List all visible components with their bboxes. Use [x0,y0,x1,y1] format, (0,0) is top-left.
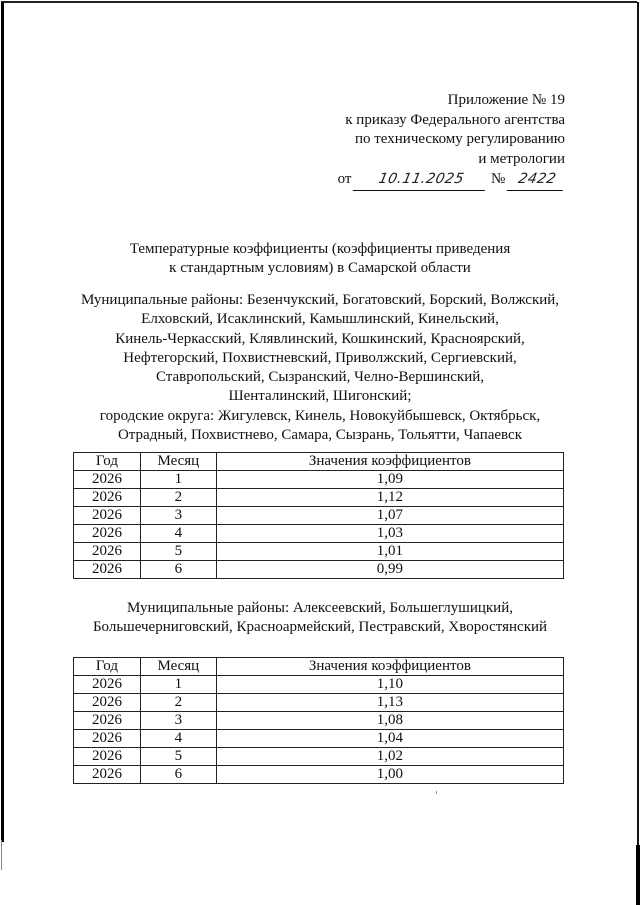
appendix-line: к приказу Федерального агентства [345,111,565,128]
appendix-header [338,91,565,191]
cell-year: 2026 [74,471,141,489]
scan-edge-left-thin [1,840,2,870]
header-year: Год [74,658,141,676]
cell-year: 2026 [74,748,141,766]
cell-value: 1,01 [216,543,563,561]
header-value: Значения коэффициентов [216,453,563,471]
cell-month: 4 [140,730,216,748]
title-line: Температурные коэффициенты (коэффициенты приведения [129,241,511,257]
scan-edge-right-thick [636,845,640,905]
cell-value: 0,99 [216,561,563,579]
cell-year: 2026 [74,561,141,579]
table-row [74,471,564,489]
order-reference [338,170,565,191]
districts-line: Муниципальные районы: Алексеевский, Большеглушицкий, [126,600,513,616]
header-month: Месяц [140,658,216,676]
districts-line: Кинель-Черкасский, Клявлинский, Кошкинский, Красноярский, [115,330,525,347]
cell-value: 1,04 [216,730,563,748]
districts-line: Нефтегорский, Похвистневский, Приволжский, Сергиевский, [123,349,517,366]
districts-line: Ставропольский, Сызранский, Челно-Вершинский, [155,369,485,386]
table-row [74,507,564,525]
header-year: Год [74,453,141,471]
cell-year: 2026 [74,543,141,561]
cell-month: 1 [140,471,216,489]
cell-year: 2026 [74,507,141,525]
title-line: к стандартным условиям) в Самарской области [169,260,471,276]
cell-value: 1,07 [216,507,563,525]
cell-month: 3 [140,712,216,730]
order-number-handwritten: 2422 [507,170,567,191]
table-row [74,748,564,766]
appendix-line: по техническому регулированию [354,131,565,147]
header-value: Значения коэффициентов [216,658,563,676]
table-row [74,694,564,712]
order-number-label: № [490,171,506,187]
coefficients-table-1 [73,452,564,579]
cell-value: 1,02 [216,748,563,766]
cell-month: 1 [140,676,216,694]
appendix-line: и метрологии [478,150,565,167]
cell-month: 3 [140,507,216,525]
header-month: Месяц [140,453,216,471]
cell-value: 1,13 [216,694,563,712]
districts-line: Елховский, Исаклинский, Камышлинский, Кинельский, [141,311,499,328]
districts-line: Муниципальные районы: Безенчукский, Богатовский, Борский, Волжский, [80,292,560,308]
order-date-handwritten: 10.11.2025 [353,170,489,191]
table-row [74,712,564,730]
districts-line: Шенталинский, Шигонский; [228,388,412,405]
cell-value: 1,10 [216,676,563,694]
cell-month: 2 [140,694,216,712]
cell-month: 5 [140,543,216,561]
cell-year: 2026 [74,676,141,694]
scan-edge-right [637,2,639,905]
districts-line: Большечерниговский, Красноармейский, Пестравский, Хворостянский [92,619,548,636]
cell-month: 2 [140,489,216,507]
table-row [74,525,564,543]
table-row [74,561,564,579]
cell-year: 2026 [74,712,141,730]
table-row [74,676,564,694]
cell-month: 6 [140,561,216,579]
section-2-districts [0,599,640,638]
cell-year: 2026 [74,525,141,543]
cell-value: 1,03 [216,525,563,543]
section-1-districts [0,291,640,445]
cell-year: 2026 [74,766,141,784]
cell-month: 4 [140,525,216,543]
cell-year: 2026 [74,694,141,712]
document-title [0,240,640,278]
table-header-row [74,453,564,471]
order-from-label: от [337,171,352,187]
scan-edge-top [1,1,637,3]
cell-month: 5 [140,748,216,766]
table-row [74,766,564,784]
cell-value: 1,09 [216,471,563,489]
table-row [74,489,564,507]
table-row [74,543,564,561]
districts-line: городские округа: Жигулевск, Кинель, Новокуйбышевск, Октябрьск, [99,407,541,424]
cell-year: 2026 [74,730,141,748]
cell-month: 6 [140,766,216,784]
districts-line: Отрадный, Похвистнево, Самара, Сызрань, Тольятти, Чапаевск [117,427,523,444]
cell-value: 1,08 [216,712,563,730]
table-header-row [74,658,564,676]
cell-value: 1,12 [216,489,563,507]
table-row [74,730,564,748]
coefficients-table-2 [73,657,564,784]
cell-value: 1,00 [216,766,563,784]
scan-speck [436,791,437,794]
appendix-title: Приложение № 19 [447,92,565,108]
cell-year: 2026 [74,489,141,507]
